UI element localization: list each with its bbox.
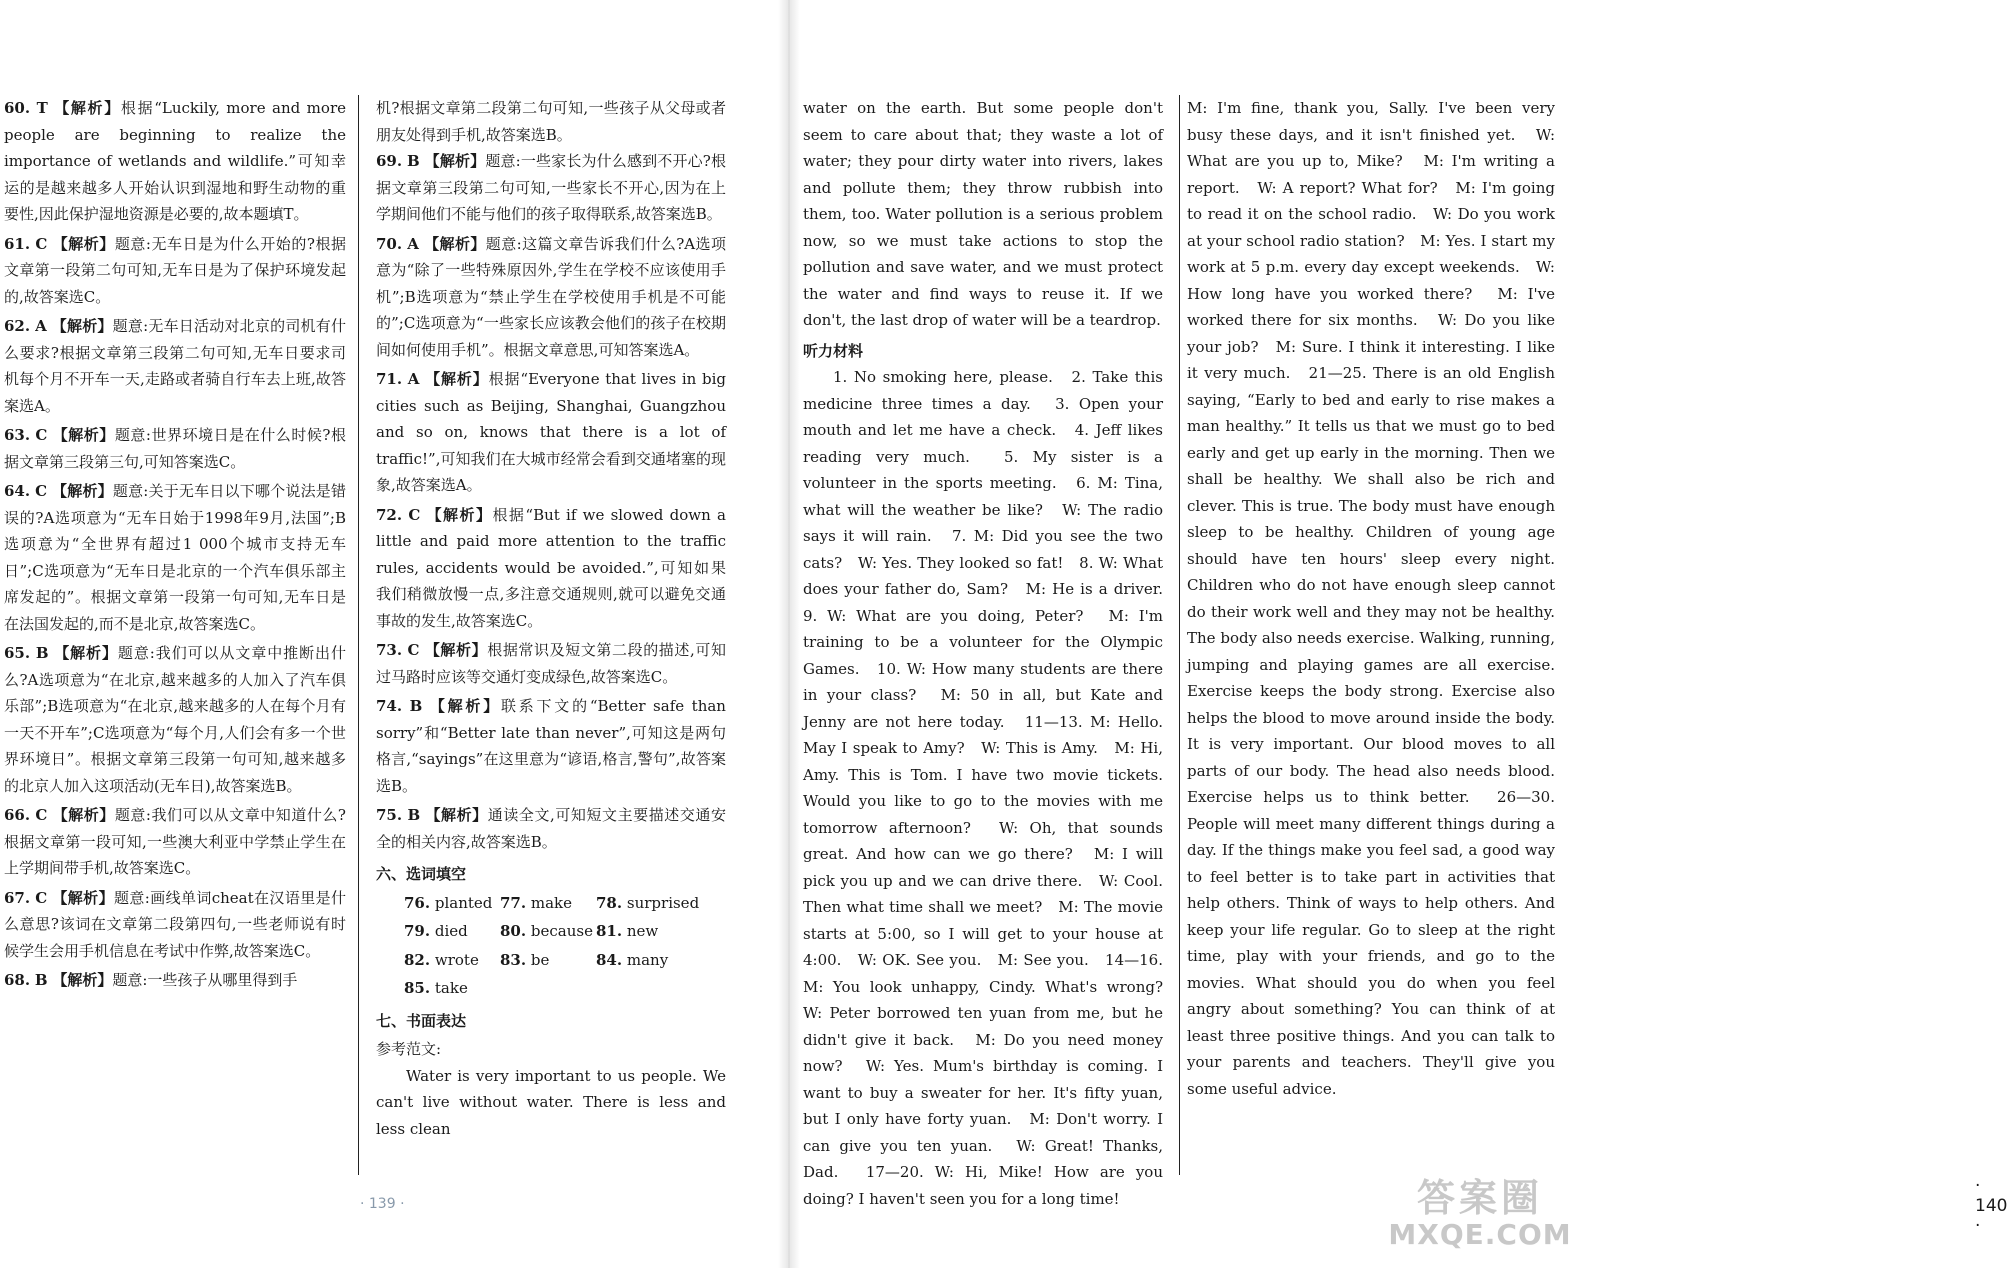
analysis-tag: 【解析】	[52, 426, 115, 444]
watermark-logo	[1380, 1176, 1580, 1256]
answer-letter: C	[35, 806, 48, 824]
question-number: 62.	[4, 317, 31, 335]
analysis-tag: 【解析】	[52, 482, 113, 500]
fill-word: planted	[434, 893, 493, 912]
answer-letter: C	[408, 505, 421, 524]
question-number: 61.	[4, 234, 31, 253]
analysis-tag: 【解析】	[54, 644, 118, 662]
answer-list-2	[376, 148, 726, 855]
fill-answer	[404, 947, 500, 974]
fill-word: many	[626, 950, 669, 969]
answer-item	[376, 802, 726, 855]
section-6-title: 六、选词填空	[376, 865, 467, 883]
analysis-tag: 【解析】	[424, 152, 486, 170]
analysis-text: 题意:这篇文章告诉我们什么?A选项意为“除了一些特殊原因外,学生在学校不应该使用手机”;B选项意为“禁止学生在学校使用手机是不可能的”;C选项意为“一些家长应该教会他们的孩子在校期间如何使用手机”。根据文章意思,可知答案选A。	[376, 234, 726, 359]
answer-item	[4, 478, 346, 637]
fill-number: 84.	[596, 950, 623, 969]
listening-transcript-part-2: M: I'm fine, thank you, Sally. I've been very busy these days, and it isn't finished yet. W: What are you up to, Mike? M: I'm writing a report. W: A report? What for? M: I'm going to read it on the school radio. W: Do you work at your school radio station? M: Yes. I start my work at 5 p.m. every day except weekends. W: How long have you worked there? M: I've worked there for six months. W: Do you like your job? M: Sure. I think it interesting. I like it very much. 21—25. There is an old English saying, “Early to bed and early to rise makes a man healthy.” It tells us that we must go to bed early and get up early in the morning. Then we shall be healthy. We shall also be rich and clever. This is true. The body must have enough sleep to be healthy. Children of young age should have ten hours' sleep every night. Children who do not have enough sleep cannot do their work well and they may not be healthy. The body also needs exercise. Walking, running, jumping and playing games are all exercise. Exercise keeps the body strong. Exercise also helps the blood to move around inside the body. It is very important. Our blood moves to all parts of our body. The head also needs blood. Exercise helps us to think better. 26—30. People will meet many different things during a day. If the things make you feel sad, a good way to feel better is to take part in activities that help others. Think of ways to help others. And keep your life regular. Go to sleep at the right time, play with your friends, and go to the movies. What should you do when you feel angry about something? You can think of at least three positive things. And you can talk to your parents and teachers. They'll give you some useful advice.	[1187, 99, 1555, 1098]
question-number: 75.	[376, 806, 403, 824]
analysis-text: 题意:画线单词cheat在汉语里是什么意思?该词在文章第二段第四句,一些老师说有时候学生会用手机信息在考试中作弊,故答案选C。	[4, 888, 346, 960]
analysis-text: 题意:我们可以从文章中推断出什么?A选项意为“在北京,越来越多的人加入了汽车俱乐部”;B选项意为“在北京,越来越多的人在每个月有一天不开车”;C选项意为“每个月,人们会有多一个世界环境日”。根据文章第三段第一句可知,越来越多的北京人加入这项活动(无车日),故答案选B。	[4, 644, 346, 795]
answer-letter: A	[407, 234, 419, 253]
fill-number: 83.	[500, 950, 527, 969]
answer-letter: T	[36, 99, 48, 117]
answer-letter: B	[35, 644, 49, 662]
fill-word: be	[530, 950, 550, 969]
question-number: 70.	[376, 234, 403, 253]
question-number: 67.	[4, 888, 31, 907]
answer-item	[4, 802, 346, 882]
transcript-column-4	[1187, 95, 1555, 1102]
fill-answer	[404, 890, 500, 917]
fill-word: wrote	[434, 950, 479, 969]
fill-in-answers	[376, 890, 726, 1002]
answer-letter: C	[35, 234, 48, 253]
question-number: 74.	[376, 697, 403, 715]
sample-essay-continued: water on the earth. But some people don't seem to care about that; they waste a lot of water; they pour dirty water into rivers, lakes and pollute them; they throw rubbish into them, too. Water pollution is a serious problem now, so we must take actions to stop the pollution and save water, and we must protect the water and find ways to reuse it. If we don't, the last drop of water will be a teardrop.	[803, 99, 1163, 329]
analysis-tag: 【解析】	[426, 505, 493, 524]
fill-answer	[500, 947, 596, 974]
question-number: 66.	[4, 806, 31, 824]
fill-number: 82.	[404, 950, 431, 969]
analysis-text: 题意:我们可以从文章中知道什么?根据文章第一段可知,一些澳大利亚中学禁止学生在上学期间带手机,故答案选C。	[4, 806, 346, 877]
fill-word: take	[434, 979, 468, 997]
answer-letter: B	[34, 971, 48, 989]
question-number: 69.	[376, 152, 403, 170]
analysis-tag: 【解析】	[52, 234, 115, 253]
analysis-text: 通读全文,可知短文主要描述交通安全的相关内容,故答案选B。	[376, 806, 726, 851]
fill-word: because	[530, 922, 593, 940]
listening-transcript-part-1: 1. No smoking here, please. 2. Take this medicine three times a day. 3. Open your mouth and let me have a check. 4. Jeff likes reading very much. 5. My sister is a volunteer in the sports meeting. 6. M: Tina, what will the weather be like? W: The radio says it will rain. 7. M: Did you see the two cats? W: Yes. They looked so fat! 8. W: What does your father do, Sam? M: He is a driver. 9. W: What are you doing, Peter? M: I'm training to be a volunteer for the Olympic Games. 10. W: How many students are there in your class? M: 50 in all, but Kate and Jenny are not here today. 11—13. M: Hello. May I speak to Amy? W: This is Amy. M: Hi, Amy. This is Tom. I have two movie tickets. Would you like to go to the movies with me tomorrow afternoon? W: Oh, that sounds great. And how can we go there? M: I will pick you up and we can drive there. W: Cool. Then what time shall we meet? M: The movie starts at 5:00, so I will get to your house at 4:00. W: OK. See you. M: See you. 14—16. M: You look unhappy, Cindy. What's wrong? W: Peter borrowed ten yuan from me, but he didn't give it back. M: Do you need money now? W: Yes. Mum's birthday is coming. I want to buy a sweater for her. It's fifty yuan, but I only have forty yuan. M: Don't worry. I can give you ten yuan. W: Great! Thanks, Dad. 17—20. W: Hi, Mike! How are you doing? I haven't seen you for a long time!	[803, 368, 1179, 1208]
fill-number: 78.	[596, 893, 623, 912]
analysis-tag: 【解析】	[429, 697, 501, 715]
analysis-tag: 【解析】	[52, 971, 113, 989]
watermark-logo-text: 答案圈	[1416, 1176, 1543, 1220]
fill-number: 76.	[404, 893, 431, 912]
analysis-text: 题意:一些孩子从哪里得到手	[112, 971, 298, 989]
question-number: 65.	[4, 644, 31, 662]
fill-word: new	[626, 922, 659, 940]
fill-number: 85.	[404, 979, 431, 997]
analysis-tag: 【解析】	[51, 317, 113, 335]
answer-item	[376, 693, 726, 799]
answer-letter: B	[409, 697, 423, 715]
answer-letter: B	[407, 806, 421, 824]
answer-item	[4, 640, 346, 799]
analysis-text: 题意:关于无车日以下哪个说法是错误的?A选项意为“无车日始于1998年9月,法国”;B选项意为“全世界有超过1 000个城市支持无车日”;C选项意为“无车日是北京的一个汽车俱乐部主席发起的”。根据文章第一段第一句可知,无车日是在法国发起的,而不是北京,故答案选C。	[4, 482, 346, 633]
answer-letter: C	[407, 641, 420, 659]
question-number: 60.	[4, 99, 31, 117]
fill-word: died	[434, 922, 468, 940]
fill-number: 79.	[404, 922, 431, 940]
analysis-tag: 【解析】	[52, 806, 115, 824]
analysis-tag: 【解析】	[425, 370, 489, 388]
fill-number: 80.	[500, 922, 527, 940]
question-number: 71.	[376, 370, 403, 388]
analysis-text: 根据“Everyone that lives in big cities such as Beijing, Shanghai, Guangzhou and so on, knows that there is a lot of traffic!”,可知我们在大城市经常会看到交通堵塞的现象,故答案选A。	[376, 370, 726, 494]
analysis-text: 根据“But if we slowed down a little and paid more attention to the traffic rules, accidents would be avoided.”,可知如果我们稍微放慢一点,多注意交通规则,就可以避免交通事故的发生,故答案选C。	[376, 505, 726, 630]
analysis-tag: 【解析】	[52, 888, 114, 907]
answer-letter: C	[35, 888, 48, 907]
answer-item	[376, 148, 726, 228]
analysis-tag: 【解析】	[424, 641, 488, 659]
fill-answer	[596, 947, 706, 974]
fill-answer	[500, 918, 596, 945]
question-number: 63.	[4, 426, 31, 444]
answer-item	[4, 967, 346, 994]
column-divider	[358, 95, 359, 1175]
fill-word: surprised	[626, 893, 700, 912]
answer-item	[4, 313, 346, 419]
left-page	[0, 0, 790, 1268]
listening-title: 听力材料	[803, 341, 864, 360]
analysis-text: 题意:一些家长为什么感到不开心?根据文章第三段第二句可知,一些家长不开心,因为在上学期间他们不能与他们的孩子取得联系,故答案选B。	[376, 152, 726, 223]
fill-answer	[404, 975, 500, 1002]
fill-number: 77.	[500, 893, 527, 912]
fill-answer	[404, 918, 500, 945]
analysis-text: 根据“Luckily, more and more people are beginning to realize the importance of wetlands and wildlife.”可知幸运的是越来越多人开始认识到湿地和野生动物的重要性,因此保护湿地资源是必要的,故本题填T。	[4, 99, 346, 223]
answer-item	[4, 95, 346, 228]
continued-explanation: 机?根据文章第二段第二句可知,一些孩子从父母或者朋友处得到手机,故答案选B。	[376, 99, 726, 144]
fill-number: 81.	[596, 922, 623, 940]
right-page	[795, 0, 2007, 1268]
answer-item	[376, 366, 726, 499]
fill-answer	[500, 890, 596, 917]
question-number: 64.	[4, 482, 31, 500]
answer-letter: C	[35, 482, 48, 500]
fill-answer	[596, 918, 706, 945]
answer-item	[376, 637, 726, 690]
question-number: 72.	[376, 505, 403, 524]
fill-answer	[596, 890, 706, 917]
question-number: 68.	[4, 971, 31, 989]
answer-item	[4, 231, 346, 311]
answer-column-2	[376, 95, 726, 1142]
answer-item	[4, 422, 346, 475]
answer-item	[376, 231, 726, 364]
answer-letter: A	[35, 317, 47, 335]
answer-letter: B	[407, 152, 420, 170]
transcript-column-3	[803, 95, 1179, 1212]
answer-column-1	[4, 95, 346, 997]
analysis-tag: 【解析】	[425, 806, 488, 824]
section-7-title: 七、书面表达	[376, 1011, 467, 1030]
answer-letter: C	[35, 426, 48, 444]
analysis-tag: 【解析】	[424, 234, 486, 253]
sample-essay-start: Water is very important to us people. We can't live without water. There is less and less clean	[376, 1066, 726, 1138]
fill-word: make	[530, 893, 573, 912]
analysis-text: 联系下文的“Better safe than sorry”和“Better late than never”,可知这是两句格言,“sayings”在这里意为“谚语,格言,警句”,故答案选B。	[376, 697, 726, 795]
question-number: 73.	[376, 641, 403, 659]
analysis-text: 题意:无车日是为什么开始的?根据文章第一段第二句可知,无车日是为了保护环境发起的,故答案选C。	[4, 234, 346, 306]
page-number-right: · 140 ·	[1975, 1176, 2007, 1236]
column-divider	[1179, 95, 1180, 1175]
analysis-text: 题意:无车日活动对北京的司机有什么要求?根据文章第三段第二句可知,无车日要求司机每个月不开车一天,走路或者骑自行车去上班,故答案选A。	[4, 317, 346, 415]
analysis-text: 根据常识及短文第二段的描述,可知过马路时应该等交通灯变成绿色,故答案选C。	[376, 641, 726, 686]
analysis-text: 题意:世界环境日是在什么时候?根据文章第三段第三句,可知答案选C。	[4, 426, 346, 471]
page-number-left: · 139 ·	[360, 1196, 405, 1212]
sample-essay-label: 参考范文:	[376, 1040, 442, 1058]
watermark-url: MXQE.COM	[1388, 1218, 1572, 1251]
answer-item	[376, 502, 726, 635]
analysis-tag: 【解析】	[54, 99, 121, 117]
answer-letter: A	[407, 370, 420, 388]
answer-item	[4, 885, 346, 965]
